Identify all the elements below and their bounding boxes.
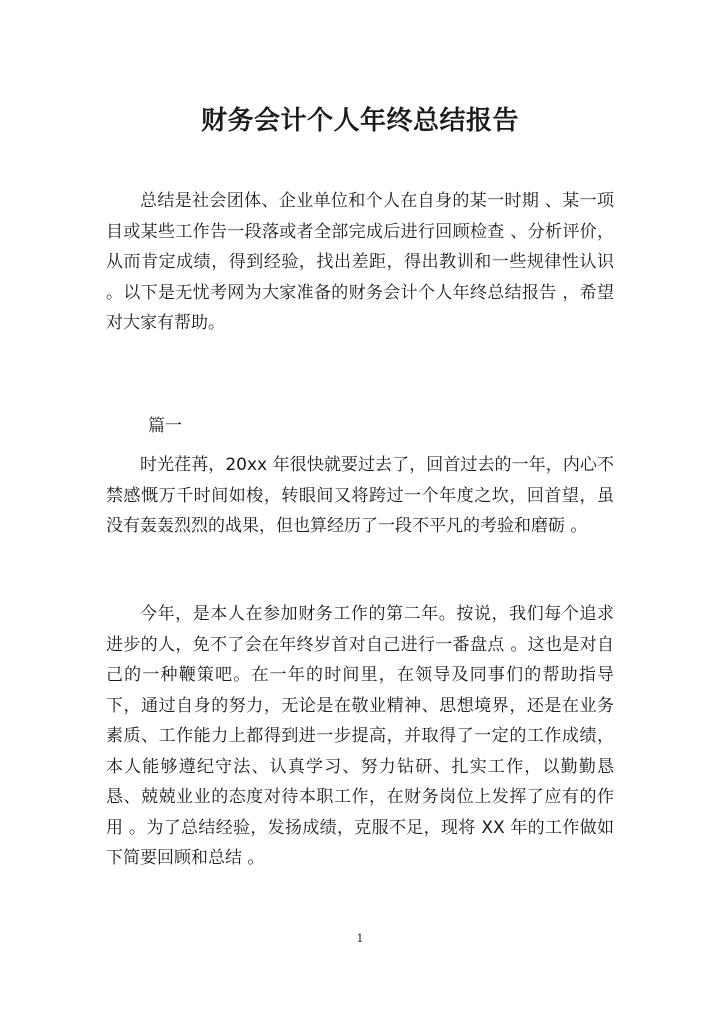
page-number: 1	[356, 932, 364, 945]
body-paragraph-1: 时光荏苒，20xx 年很快就要过去了，回首过去的一年，内心不禁感慨万千时间如梭，转眼间又将跨过一个年度之坎，回首望，虽没有轰轰烈烈的战果，但也算经历了一段不平凡的考验和磨砺 。	[106, 455, 614, 536]
section-heading: 篇一	[148, 416, 182, 436]
body-paragraph-2: 今年，是本人在参加财务工作的第二年。按说，我们每个追求进步的人，免不了会在年终岁首对自己进行一番盘点 。这也是对自己的一种鞭策吧。在一年的时间里，在领导及同事们的帮助指导下，通过自身的努力，无论是在敬业精神、思想境界，还是在业务素质、工作能力上都得到进一步提高，并取得了一定的工作成绩，本人能够遵纪守法、认真学习、努力钻研、扎实工作，以勤勤恳恳、兢兢业业的态度对待本职工作，在财务岗位上发挥了应有的作用 。为了总结经验，发扬成绩，克服不足，现将 XX 年的工作做如下简要回顾和总结 。	[106, 604, 614, 868]
document-title: 财务会计个人年终总结报告	[200, 106, 519, 136]
intro-paragraph: 总结是社会团体、企业单位和个人在自身的某一时期 、某一项目或某些工作告一段落或者全部完成后进行回顾检查 、分析评价，从而肯定成绩，得到经验，找出差距，得出教训和一些规律性认识 。以下是无忧考网为大家准备的财务会计个人年终总结报告 ，希望对大家有帮助。	[106, 191, 614, 333]
